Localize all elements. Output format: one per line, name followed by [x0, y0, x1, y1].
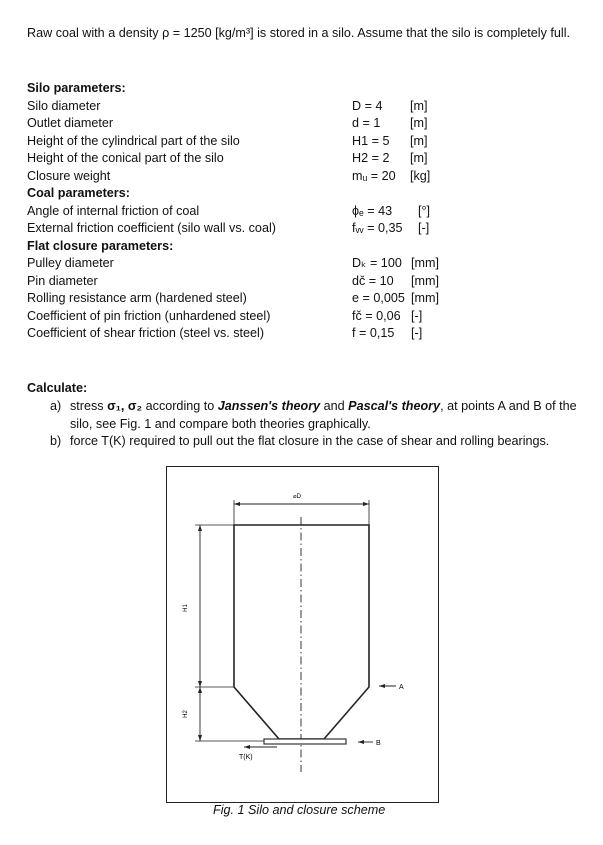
arrow-head	[363, 502, 369, 506]
section-heading-closure: Flat closure parameters:	[27, 238, 174, 253]
arrow-head	[198, 735, 202, 741]
silo-outline	[234, 525, 369, 739]
arrow-head	[379, 684, 385, 688]
problem-intro: Raw coal with a density ρ = 1250 [kg/m³] is stored in a silo. Assume that the silo is completely full.	[27, 26, 570, 40]
param-row: Angle of internal friction of coal ϕₑ = 43 [°]	[27, 203, 431, 218]
param-row: Height of the conical part of the silo H2 = 2 [m]	[27, 151, 428, 165]
param-row: Coefficient of shear friction (steel vs. steel) f = 0,15 [-]	[27, 326, 423, 340]
label-H2: H2	[183, 710, 189, 718]
label-D: ⌀D	[293, 494, 301, 500]
label-A: A	[399, 684, 404, 691]
silo-diagram	[167, 467, 438, 802]
closure-plate	[264, 739, 346, 744]
param-row: Rolling resistance arm (hardened steel) e = 0,005 [mm]	[27, 291, 439, 305]
param-row: Outlet diameter d = 1 [m]	[27, 116, 428, 130]
label-T: T(K)	[239, 754, 253, 761]
param-row: Pulley diameter Dₖ = 100 [mm]	[27, 256, 439, 270]
param-row: Coefficient of pin friction (unhardened steel) fč = 0,06 [-]	[27, 308, 423, 323]
label-H1: H1	[183, 604, 189, 612]
calculate-heading: Calculate:	[27, 381, 88, 395]
arrow-head	[198, 525, 202, 531]
arrow-head	[198, 681, 202, 687]
label-B: B	[376, 740, 381, 747]
arrow-head	[244, 745, 250, 749]
section-heading-silo: Silo parameters:	[27, 81, 126, 95]
arrow-head	[198, 687, 202, 693]
param-row: Height of the cylindrical part of the silo H1 = 5 [m]	[27, 133, 428, 148]
section-heading-coal: Coal parameters:	[27, 186, 130, 200]
param-row: External friction coefficient (silo wall vs. coal) fᵥᵥ = 0,35 [-]	[27, 221, 430, 235]
param-row: Pin diameter dč = 10 [mm]	[27, 273, 439, 288]
figure-frame	[166, 466, 439, 803]
arrow-head	[358, 740, 364, 744]
param-row: Closure weight mᵤ = 20 [kg]	[27, 168, 431, 183]
param-row: Silo diameter D = 4 [m]	[27, 98, 428, 113]
figure-caption: Fig. 1 Silo and closure scheme	[213, 803, 386, 817]
arrow-head	[234, 502, 240, 506]
